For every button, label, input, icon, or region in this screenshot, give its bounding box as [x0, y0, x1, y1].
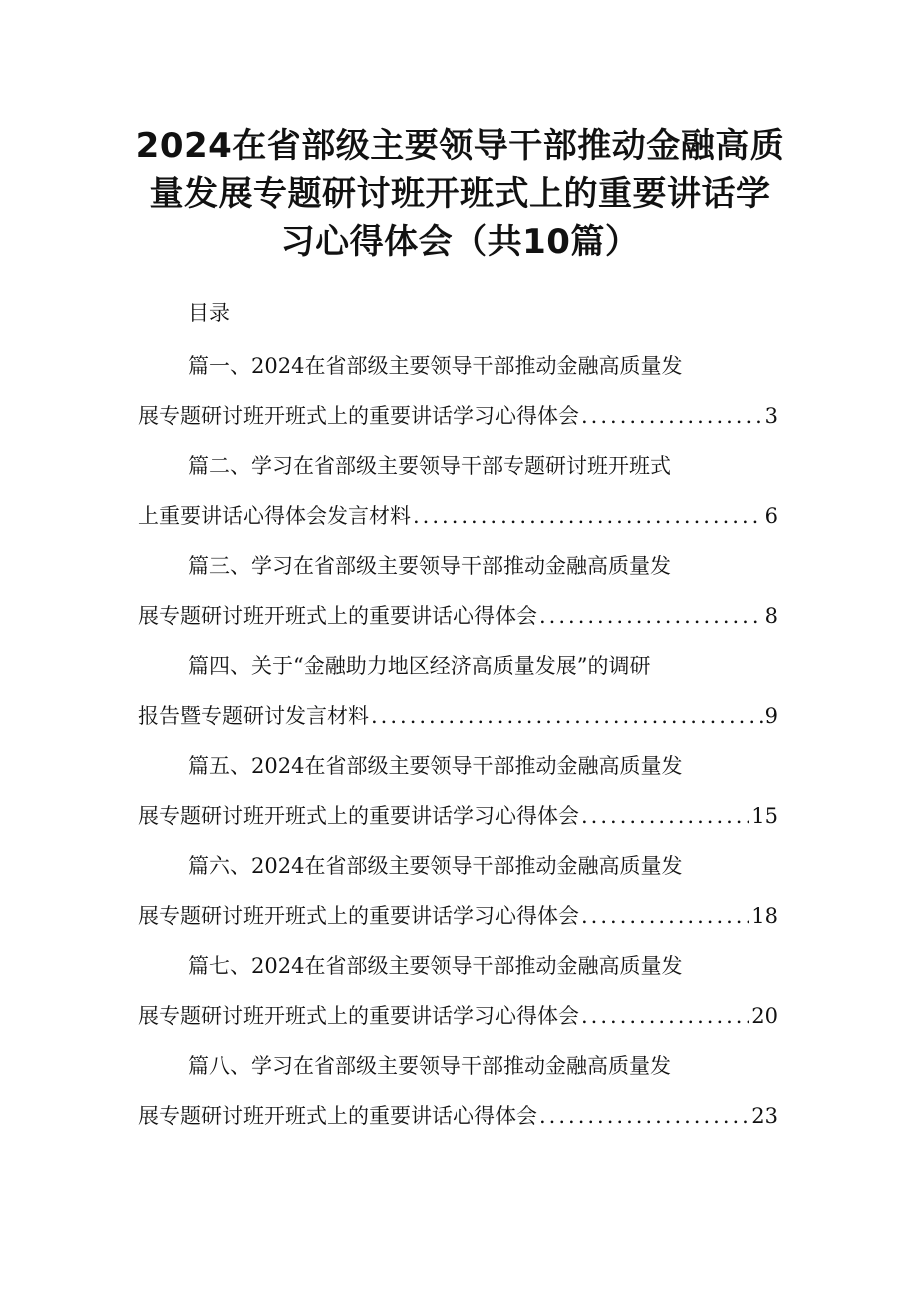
toc-entry[interactable]: [138, 644, 778, 744]
toc-entry-continuation: [138, 494, 778, 538]
toc-page-number: 20: [751, 1004, 778, 1028]
title-line: 2024在省部级主要领导干部推动金融高质: [135, 126, 785, 166]
toc-entry-title: 篇四、关于“金融助力地区经济高质量发展”的调研: [188, 654, 651, 678]
toc-leader-dots: [371, 694, 763, 738]
toc-page-number: 18: [751, 904, 778, 928]
toc-entry-continuation: [138, 994, 778, 1038]
toc-leader-dots: [413, 494, 763, 538]
toc-page-number: 9: [764, 704, 778, 728]
toc-entry-continuation: [138, 694, 778, 738]
toc-entry[interactable]: [138, 444, 778, 544]
toc-page-number: 8: [764, 604, 778, 628]
toc-entry-continuation: [138, 1094, 778, 1138]
toc-entry[interactable]: [138, 744, 778, 844]
toc-entry-title: 篇七、2024在省部级主要领导干部推动金融高质量发: [188, 954, 683, 978]
toc-entry-title: 篇八、学习在省部级主要领导干部推动金融高质量发: [188, 1054, 671, 1078]
toc-entry-title-cont: 展专题研讨班开班式上的重要讲话学习心得体会: [138, 404, 579, 428]
toc-leader-dots: [581, 994, 749, 1038]
toc-entry[interactable]: [138, 844, 778, 944]
toc-entry-title-cont: 展专题研讨班开班式上的重要讲话学习心得体会: [138, 804, 579, 828]
toc-leader-dots: [581, 894, 749, 938]
table-of-contents: [138, 344, 778, 1144]
toc-entry-continuation: [138, 794, 778, 838]
title-line: 习心得体会（共10篇）: [280, 222, 640, 262]
toc-entry-title: 篇六、2024在省部级主要领导干部推动金融高质量发: [188, 854, 683, 878]
toc-entry-title: 篇三、学习在省部级主要领导干部推动金融高质量发: [188, 554, 671, 578]
toc-entry-title-cont: 展专题研讨班开班式上的重要讲话心得体会: [138, 604, 537, 628]
toc-entry-title-cont: 报告暨专题研讨发言材料: [138, 704, 369, 728]
toc-entry[interactable]: [138, 344, 778, 444]
toc-heading: 目录: [188, 301, 230, 325]
toc-leader-dots: [539, 1094, 749, 1138]
toc-entry-title: 篇一、2024在省部级主要领导干部推动金融高质量发: [188, 354, 683, 378]
toc-leader-dots: [539, 594, 763, 638]
toc-leader-dots: [581, 394, 763, 438]
toc-entry-continuation: [138, 394, 778, 438]
toc-entry-continuation: [138, 894, 778, 938]
toc-page-number: 3: [764, 404, 778, 428]
title-line: 量发展专题研讨班开班式上的重要讲话学: [149, 174, 771, 214]
toc-leader-dots: [581, 794, 749, 838]
toc-page-number: 15: [751, 804, 778, 828]
toc-entry[interactable]: [138, 1044, 778, 1144]
toc-entry[interactable]: [138, 544, 778, 644]
toc-page-number: 23: [751, 1104, 778, 1128]
toc-entry-title: 篇五、2024在省部级主要领导干部推动金融高质量发: [188, 754, 683, 778]
toc-entry-title: 篇二、学习在省部级主要领导干部专题研讨班开班式: [188, 454, 671, 478]
toc-page-number: 6: [764, 504, 778, 528]
toc-entry-title-cont: 展专题研讨班开班式上的重要讲话学习心得体会: [138, 904, 579, 928]
document-title: [130, 122, 790, 266]
toc-entry-title-cont: 上重要讲话心得体会发言材料: [138, 504, 411, 528]
toc-entry-title-cont: 展专题研讨班开班式上的重要讲话学习心得体会: [138, 1004, 579, 1028]
toc-entry-title-cont: 展专题研讨班开班式上的重要讲话心得体会: [138, 1104, 537, 1128]
toc-entry-continuation: [138, 594, 778, 638]
toc-entry[interactable]: [138, 944, 778, 1044]
